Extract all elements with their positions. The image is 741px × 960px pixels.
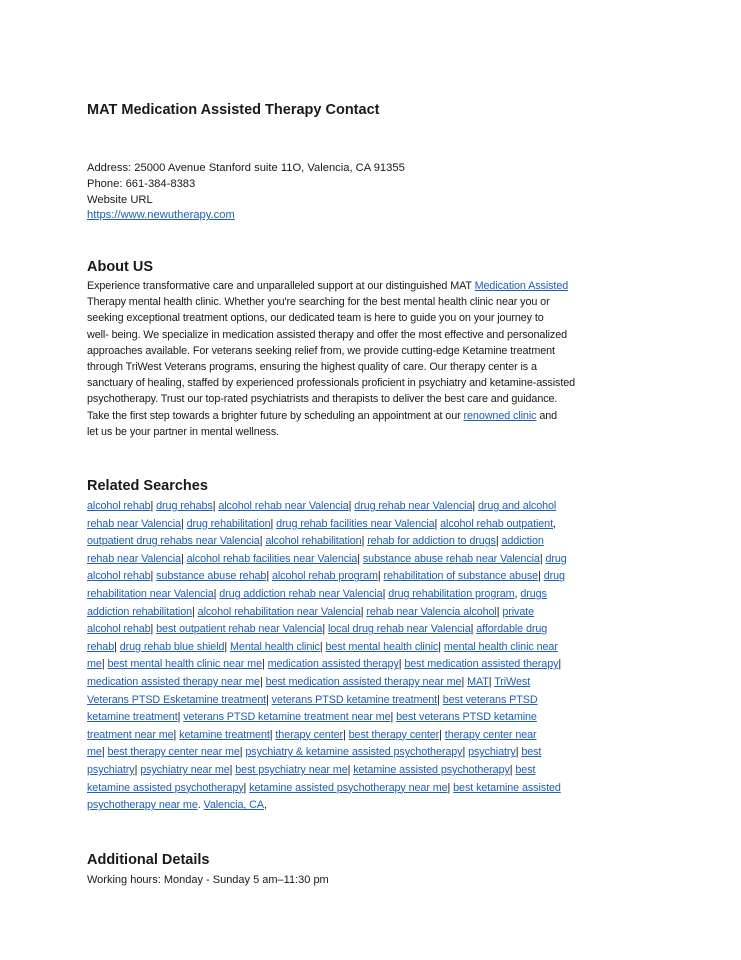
- related-search-link[interactable]: alcohol rehabilitation near Valencia: [197, 605, 361, 618]
- about-line: seeking exceptional treatment options, our dedicated team is here to guide you on your journey to: [87, 312, 544, 325]
- link-separator: |: [150, 623, 154, 636]
- link-separator: |: [434, 517, 438, 530]
- about-line: and: [536, 409, 558, 422]
- related-search-link[interactable]: ketamine treatment: [87, 711, 178, 724]
- related-search-link[interactable]: rehab for addiction to drugs: [367, 535, 496, 548]
- link-separator: |: [173, 728, 177, 741]
- link-separator: |: [150, 500, 154, 512]
- related-search-link[interactable]: me: [87, 746, 102, 759]
- link-separator: |: [177, 711, 181, 724]
- related-searches-line: [87, 709, 655, 727]
- medication-assisted-link[interactable]: Medication Assisted: [474, 280, 569, 292]
- related-searches-line: [87, 533, 655, 551]
- related-search-link[interactable]: therapy center near: [444, 728, 537, 741]
- about-paragraph: [87, 278, 655, 440]
- related-search-link[interactable]: ketamine assisted psychotherapy: [87, 781, 244, 794]
- related-search-link[interactable]: rehab: [87, 640, 115, 653]
- link-separator: |: [180, 517, 184, 530]
- link-separator: ,: [552, 517, 556, 530]
- related-search-link[interactable]: substance abuse rehab: [156, 570, 267, 583]
- related-search-link[interactable]: substance abuse rehab near Valencia: [362, 552, 540, 565]
- about-line: well- being. We specialize in medication assisted therapy and offer the most effective and personalized: [87, 328, 568, 341]
- link-separator: |: [259, 675, 263, 688]
- related-search-link[interactable]: psychiatry near me: [140, 763, 230, 776]
- link-separator: |: [361, 535, 365, 548]
- about-line: psychotherapy. Trust our top-rated psychiatrists and therapists to deliver the best care and guidance.: [87, 393, 558, 406]
- related-searches-line: [87, 674, 655, 692]
- related-searches-line: [87, 516, 655, 534]
- related-search-link[interactable]: best psychiatry near me: [235, 763, 348, 776]
- related-search-link[interactable]: alcohol rehabilitation: [265, 535, 362, 548]
- related-search-link[interactable]: drug and alcohol: [477, 500, 557, 512]
- related-search-link[interactable]: alcohol rehab: [87, 570, 151, 583]
- related-search-link[interactable]: alcohol rehab program: [271, 570, 378, 583]
- link-separator: |: [495, 535, 499, 548]
- link-separator: |: [266, 693, 269, 706]
- link-separator: |: [390, 711, 394, 724]
- related-search-link[interactable]: Veterans PTSD Esketamine treatment: [87, 693, 267, 706]
- link-separator: |: [239, 746, 243, 759]
- related-search-link[interactable]: psychiatry: [87, 763, 135, 776]
- related-searches-line: [87, 498, 655, 516]
- related-search-link[interactable]: alcohol rehab near Valencia: [218, 500, 349, 512]
- link-separator: |: [538, 570, 541, 583]
- link-separator: |: [213, 587, 217, 600]
- related-search-link[interactable]: rehabilitation of substance abuse: [383, 570, 539, 583]
- related-search-link[interactable]: alcohol rehab: [87, 623, 151, 636]
- related-search-link[interactable]: psychiatry & ketamine assisted psychotherapy: [245, 746, 463, 759]
- related-search-link[interactable]: drug rehab near Valencia: [354, 500, 473, 512]
- related-search-link[interactable]: local drug rehab near Valencia: [327, 623, 471, 636]
- link-separator: ,: [263, 799, 267, 812]
- related-search-link[interactable]: therapy center: [275, 728, 344, 741]
- link-separator: |: [377, 570, 381, 583]
- link-separator: |: [509, 763, 513, 776]
- link-separator: |: [261, 658, 265, 671]
- related-searches-list: [87, 498, 655, 815]
- related-search-link[interactable]: me: [87, 658, 102, 671]
- link-separator: ,: [514, 587, 518, 600]
- related-search-link[interactable]: MAT: [467, 675, 489, 688]
- related-search-link[interactable]: rehab near Valencia: [87, 552, 181, 565]
- related-search-link[interactable]: best mental health clinic: [325, 640, 439, 653]
- link-separator: |: [438, 640, 441, 653]
- related-searches-line: [87, 727, 655, 745]
- link-separator: |: [114, 640, 117, 653]
- about-line: Therapy mental health clinic. Whether you're searching for the best mental health clinic near you or: [87, 296, 550, 309]
- working-hours-text: Working hours: Monday - Sunday 5 am–11:30 pm: [87, 874, 329, 886]
- link-separator: |: [101, 746, 105, 759]
- link-separator: |: [150, 570, 154, 583]
- related-search-link[interactable]: medication assisted therapy: [267, 658, 399, 671]
- related-searches-line: [87, 692, 655, 710]
- related-search-link[interactable]: ketamine assisted psychotherapy: [353, 763, 510, 776]
- related-search-link[interactable]: drug rehabilitation: [186, 517, 271, 530]
- link-separator: |: [472, 500, 476, 512]
- about-line: sanctuary of healing, staffed by experienced professionals proficient in psychiatry and ketamine-assisted: [87, 377, 576, 390]
- related-search-link[interactable]: psychiatry: [468, 746, 516, 759]
- link-separator: |: [319, 640, 323, 653]
- related-search-link[interactable]: veterans PTSD ketamine treatment: [271, 693, 438, 706]
- related-search-link[interactable]: outpatient drug rehabs near Valencia: [87, 535, 260, 548]
- related-search-link[interactable]: best medication assisted therapy near me: [265, 675, 462, 688]
- link-separator: |: [270, 517, 274, 530]
- related-search-link[interactable]: drug rehabilitation program: [388, 587, 515, 600]
- link-separator: |: [259, 535, 263, 548]
- related-search-link[interactable]: alcohol rehab: [87, 500, 151, 512]
- link-separator: |: [212, 500, 216, 512]
- related-search-link[interactable]: private: [502, 605, 535, 618]
- link-separator: |: [343, 728, 346, 741]
- link-separator: |: [470, 623, 474, 636]
- related-search-link[interactable]: best veterans PTSD: [442, 693, 538, 706]
- related-search-link[interactable]: rehabilitation near Valencia: [87, 587, 214, 600]
- about-line: Experience transformative care and unparalleled support at our distinguished MAT: [87, 280, 475, 292]
- related-searches-line: [87, 797, 655, 815]
- about-line: through TriWest Veterans programs, ensuring the highest quality of care. Our therapy center is a: [87, 361, 537, 374]
- related-search-link[interactable]: rehab near Valencia: [87, 517, 181, 530]
- related-search-link[interactable]: treatment near me: [87, 728, 174, 741]
- related-search-link[interactable]: best medication assisted therapy: [404, 658, 559, 671]
- website-link[interactable]: https://www.newutherapy.com: [87, 209, 235, 222]
- related-search-link[interactable]: drug rehab facilities near Valencia: [276, 517, 435, 530]
- related-search-link[interactable]: psychotherapy near me: [87, 799, 198, 812]
- phone-text: Phone: 661-384-8383: [87, 177, 196, 190]
- link-separator: |: [348, 500, 352, 512]
- link-separator: |: [360, 605, 364, 618]
- related-search-link[interactable]: best: [515, 763, 536, 776]
- related-search-link[interactable]: ketamine treatment: [179, 728, 270, 741]
- related-search-link[interactable]: drug rehab blue shield: [119, 640, 225, 653]
- link-separator: |: [447, 781, 451, 794]
- related-search-link[interactable]: drug rehabs: [156, 500, 213, 512]
- link-separator: |: [229, 763, 233, 776]
- related-search-link[interactable]: TriWest: [494, 675, 531, 688]
- about-line: Take the first step towards a brighter future by scheduling an appointment at our: [87, 409, 464, 422]
- about-heading: About US: [87, 259, 154, 275]
- link-separator: |: [357, 552, 360, 565]
- related-search-link[interactable]: rehab near Valencia alcohol: [366, 605, 497, 618]
- link-separator: |: [192, 605, 195, 618]
- link-separator: |: [461, 675, 465, 688]
- related-searches-heading: Related Searches: [87, 478, 208, 494]
- related-searches-line: [87, 568, 655, 586]
- link-separator: |: [558, 658, 562, 671]
- link-separator: |: [101, 658, 105, 671]
- related-search-link[interactable]: ketamine assisted psychotherapy near me: [249, 781, 448, 794]
- related-searches-line: [87, 586, 655, 604]
- link-separator: |: [496, 605, 500, 618]
- link-separator: |: [515, 746, 519, 759]
- link-separator: |: [322, 623, 326, 636]
- related-search-link[interactable]: best ketamine assisted: [453, 781, 561, 794]
- page-title: MAT Medication Assisted Therapy Contact: [87, 102, 380, 118]
- related-search-link[interactable]: alcohol rehab outpatient: [440, 517, 553, 530]
- related-search-link[interactable]: alcohol rehab facilities near Valencia: [186, 552, 358, 565]
- additional-details-heading: Additional Details: [87, 852, 210, 868]
- related-search-link[interactable]: mental health clinic near: [443, 640, 558, 653]
- about-line: let us be your partner in mental wellness.: [87, 425, 280, 438]
- related-search-link[interactable]: Valencia, CA: [203, 799, 264, 812]
- website-label: Website URL: [87, 193, 153, 206]
- related-searches-line: [87, 621, 655, 639]
- link-separator: |: [266, 570, 270, 583]
- related-search-link[interactable]: affordable drug: [476, 623, 548, 636]
- related-search-link[interactable]: best: [521, 746, 542, 759]
- related-search-link[interactable]: addiction: [501, 535, 544, 548]
- related-search-link[interactable]: best veterans PTSD ketamine: [396, 711, 537, 724]
- related-searches-line: [87, 744, 655, 762]
- related-search-link[interactable]: veterans PTSD ketamine treatment near me: [183, 711, 391, 724]
- related-search-link[interactable]: Mental health clinic: [230, 640, 320, 653]
- link-separator: .: [197, 799, 201, 812]
- link-separator: |: [439, 728, 442, 741]
- contact-block: [87, 161, 405, 224]
- related-search-link[interactable]: best therapy center: [348, 728, 440, 741]
- link-separator: |: [382, 587, 386, 600]
- link-separator: |: [134, 763, 138, 776]
- link-separator: |: [269, 728, 273, 741]
- related-searches-line: [87, 551, 655, 569]
- link-separator: |: [437, 693, 440, 706]
- related-search-link[interactable]: best mental health clinic near me: [107, 658, 262, 671]
- related-searches-line: [87, 639, 655, 657]
- renowned-clinic-link[interactable]: renowned clinic: [463, 409, 537, 422]
- related-search-link[interactable]: drug: [543, 570, 565, 583]
- link-separator: |: [462, 746, 466, 759]
- link-separator: |: [243, 781, 247, 794]
- related-searches-line: [87, 656, 655, 674]
- link-separator: |: [539, 552, 543, 565]
- related-search-link[interactable]: best therapy center near me: [107, 746, 240, 759]
- address-text: Address: 25000 Avenue Stanford suite 11O, Valencia, CA 91355: [87, 162, 405, 174]
- related-search-link[interactable]: drug: [545, 552, 567, 565]
- about-line: approaches available. For veterans seeking relief from, we provide cutting-edge Ketamine treatment: [87, 344, 555, 357]
- link-separator: |: [224, 640, 228, 653]
- related-search-link[interactable]: best outpatient rehab near Valencia: [156, 623, 323, 636]
- link-separator: |: [347, 763, 351, 776]
- related-searches-line: [87, 604, 655, 622]
- link-separator: |: [488, 675, 492, 688]
- related-searches-line: [87, 780, 655, 798]
- related-search-link[interactable]: addiction rehabilitation: [87, 605, 193, 618]
- link-separator: |: [398, 658, 402, 671]
- related-search-link[interactable]: drug addiction rehab near Valencia: [219, 587, 383, 600]
- related-search-link[interactable]: drugs: [520, 587, 547, 600]
- related-searches-line: [87, 762, 655, 780]
- related-search-link[interactable]: medication assisted therapy near me: [87, 675, 260, 688]
- link-separator: |: [180, 552, 184, 565]
